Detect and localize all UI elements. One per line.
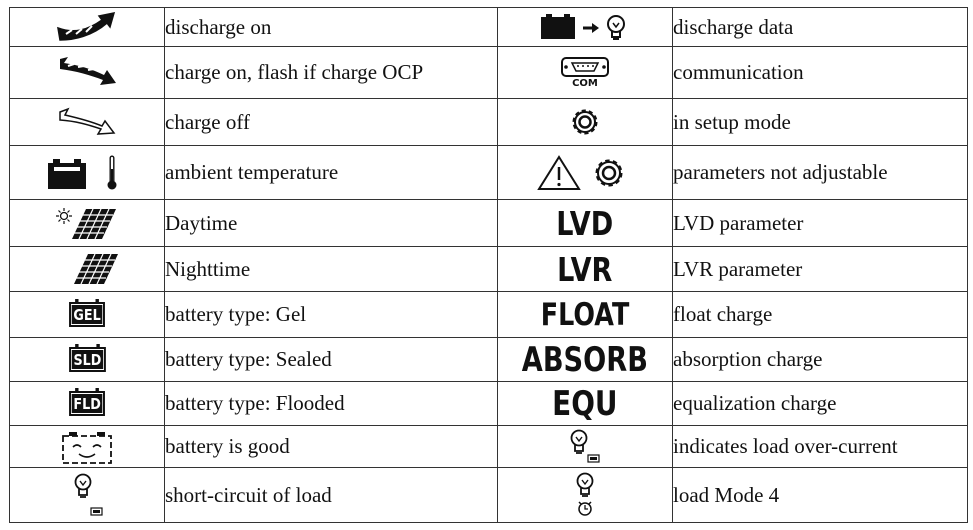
icon-cell <box>498 99 673 146</box>
description: Daytime <box>165 200 498 247</box>
smiling-battery-icon <box>59 429 115 465</box>
description: charge on, flash if charge OCP <box>165 47 498 99</box>
icon-cell <box>10 468 165 523</box>
description: battery type: Flooded <box>165 382 498 426</box>
fld-battery-label: FLD <box>69 391 105 416</box>
lamp-sc-icon <box>65 471 109 519</box>
lvr-label: LVR <box>557 249 613 289</box>
gel-battery-label: GEL <box>69 302 105 327</box>
float-label: FLOAT <box>540 296 630 333</box>
lamp-clock-icon <box>567 471 603 519</box>
description: battery type: Gel <box>165 292 498 338</box>
table-row <box>10 146 968 200</box>
icon-cell <box>10 382 165 426</box>
description: indicates load over-current <box>673 426 968 468</box>
icon-cell <box>10 338 165 382</box>
icon-cell <box>498 426 673 468</box>
icon-cell <box>10 426 165 468</box>
description: battery type: Sealed <box>165 338 498 382</box>
icon-cell <box>498 382 673 426</box>
icon-cell <box>10 99 165 146</box>
charge-off-arrow-icon <box>56 106 118 138</box>
table-row <box>10 47 968 99</box>
discharge-on-arrow-icon <box>54 10 120 44</box>
description: battery is good <box>165 426 498 468</box>
equ-label: EQU <box>552 383 618 424</box>
icon-cell <box>10 8 165 47</box>
lamp-ol-icon <box>563 427 607 467</box>
description: discharge on <box>165 8 498 47</box>
description: load Mode 4 <box>673 468 968 523</box>
table-row <box>10 200 968 247</box>
table-row <box>10 247 968 292</box>
battery-thermometer-icon <box>42 153 132 193</box>
icon-cell <box>10 47 165 99</box>
sld-battery-label: SLD <box>69 347 105 372</box>
description: charge off <box>165 99 498 146</box>
icon-cell <box>498 338 673 382</box>
table-row <box>10 338 968 382</box>
icon-cell <box>498 468 673 523</box>
icon-cell <box>10 292 165 338</box>
absorb-label: ABSORB <box>521 339 649 380</box>
com-label: COM <box>572 78 598 89</box>
warning-gear-icon <box>537 153 633 193</box>
lvd-label: LVD <box>556 203 614 243</box>
description: LVR parameter <box>673 247 968 292</box>
table-row <box>10 468 968 523</box>
icon-cell <box>498 200 673 247</box>
description: communication <box>673 47 968 99</box>
description: float charge <box>673 292 968 338</box>
icon-cell <box>498 292 673 338</box>
icon-cell <box>498 247 673 292</box>
icon-legend-table <box>9 7 968 523</box>
table-row <box>10 426 968 468</box>
description: LVD parameter <box>673 200 968 247</box>
description: parameters not adjustable <box>673 146 968 200</box>
icon-cell <box>498 146 673 200</box>
description: short-circuit of load <box>165 468 498 523</box>
table-row <box>10 99 968 146</box>
com-port-icon <box>560 56 610 78</box>
moon-solar-panel-icon <box>52 251 122 287</box>
sun-solar-panel-icon <box>52 205 122 241</box>
gear-icon <box>567 104 603 140</box>
icon-cell <box>10 146 165 200</box>
icon-cell <box>10 247 165 292</box>
description: ambient temperature <box>165 146 498 200</box>
table-row <box>10 292 968 338</box>
description: in setup mode <box>673 99 968 146</box>
icon-cell <box>498 47 673 99</box>
table-row <box>10 382 968 426</box>
description: equalization charge <box>673 382 968 426</box>
charge-on-arrow-icon <box>54 55 120 91</box>
icon-cell <box>498 8 673 47</box>
icon-cell <box>10 200 165 247</box>
table-row <box>10 8 968 47</box>
description: Nighttime <box>165 247 498 292</box>
battery-to-lamp-icon <box>537 11 633 43</box>
description: discharge data <box>673 8 968 47</box>
description: absorption charge <box>673 338 968 382</box>
